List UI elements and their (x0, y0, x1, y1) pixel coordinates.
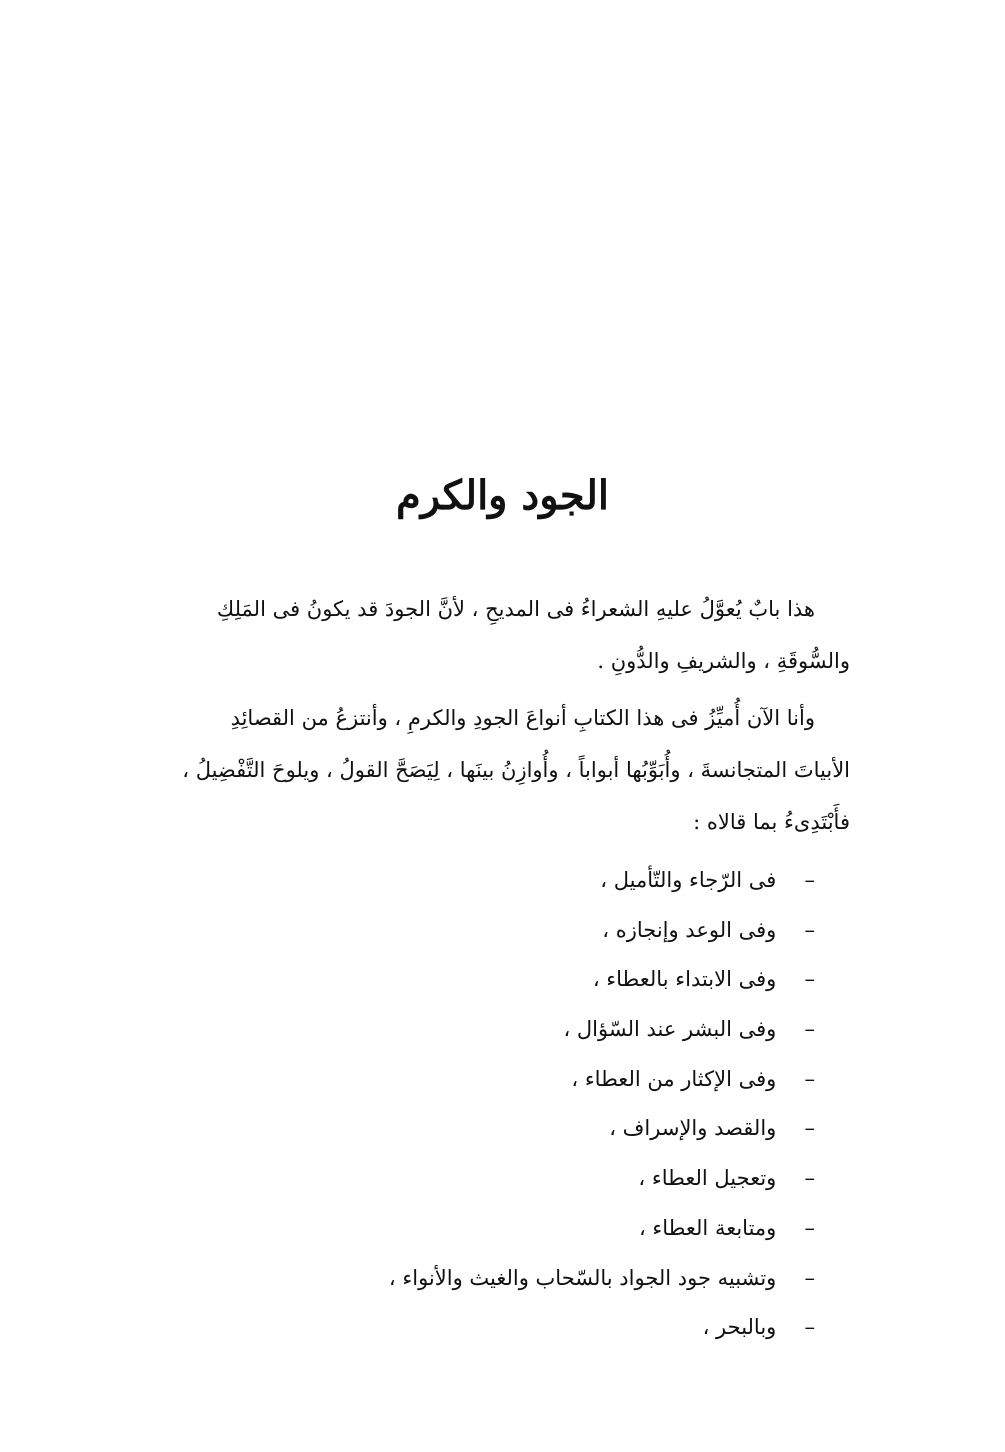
topic-item (255, 1204, 815, 1254)
dash-mark: – (804, 1215, 815, 1240)
topic-text: ومتابعة العطاء ، (638, 1215, 777, 1240)
intro-paragraph-1 (140, 583, 850, 687)
topic-text: والقصد والإسراف ، (609, 1116, 777, 1141)
topics-list (255, 856, 815, 1353)
topic-text: وفى الوعد وإنجازه ، (602, 917, 777, 942)
topic-text: وفى البشر عند السّؤال ، (563, 1017, 777, 1042)
topic-text: فى الرّجاء والتّأميل ، (600, 868, 777, 892)
topic-text: وبالبحر ، (702, 1315, 777, 1340)
paragraph-line: فأَبْتَدِىءُ بما قالاه : (693, 810, 850, 834)
dash-mark: – (804, 1166, 815, 1191)
topic-item (255, 1005, 815, 1055)
topic-item (255, 1303, 815, 1353)
dash-mark: – (804, 967, 815, 992)
intro-paragraph-2 (140, 692, 850, 848)
topic-item (255, 1104, 815, 1154)
dash-mark: – (804, 1315, 815, 1340)
paragraph-line (140, 692, 850, 744)
paragraph-line: والسُّوقَةِ ، والشريفِ والدُّونِ . (597, 649, 850, 673)
topic-text: وتعجيل العطاء ، (638, 1166, 777, 1191)
topic-item (255, 856, 815, 906)
topic-text: وفى الإكثار من العطاء ، (571, 1066, 777, 1091)
paragraph-line-text: هذا بابٌ يُعوَّلُ عليهِ الشعراءُ فى المديحِ ، لأنَّ الجودَ قد يكونُ فى المَلِكِ (216, 597, 815, 621)
topic-item (255, 1055, 815, 1105)
topic-item (255, 955, 815, 1005)
dash-mark: – (804, 1066, 815, 1091)
dash-mark: – (804, 1265, 815, 1290)
topic-item (255, 1154, 815, 1204)
topic-text: وتشبيه جود الجواد بالسّحاب والغيث والأنواء ، (388, 1265, 777, 1290)
paragraph-line: الأبياتَ المتجانسةَ ، وأُبَوِّبُها أبواباً ، وأُوازِنُ بينَها ، لِيَصَحَّ القولُ ، ويلوحَ التَّفْضِيلُ ، (182, 758, 850, 782)
topic-item (255, 906, 815, 956)
topic-text: وفى الابتداء بالعطاء ، (592, 967, 777, 992)
topic-item (255, 1254, 815, 1304)
dash-mark: – (804, 1017, 815, 1042)
chapter-title: الجود والكرم (395, 472, 610, 519)
dash-mark: – (804, 868, 815, 892)
paragraph-line (140, 583, 850, 635)
paragraph-line-text: وأنا الآن أُميِّزُ فى هذا الكتابِ أنواعَ الجودِ والكرمِ ، وأنتزعُ من القصائِدِ (230, 706, 815, 730)
dash-mark: – (804, 917, 815, 942)
dash-mark: – (804, 1116, 815, 1141)
